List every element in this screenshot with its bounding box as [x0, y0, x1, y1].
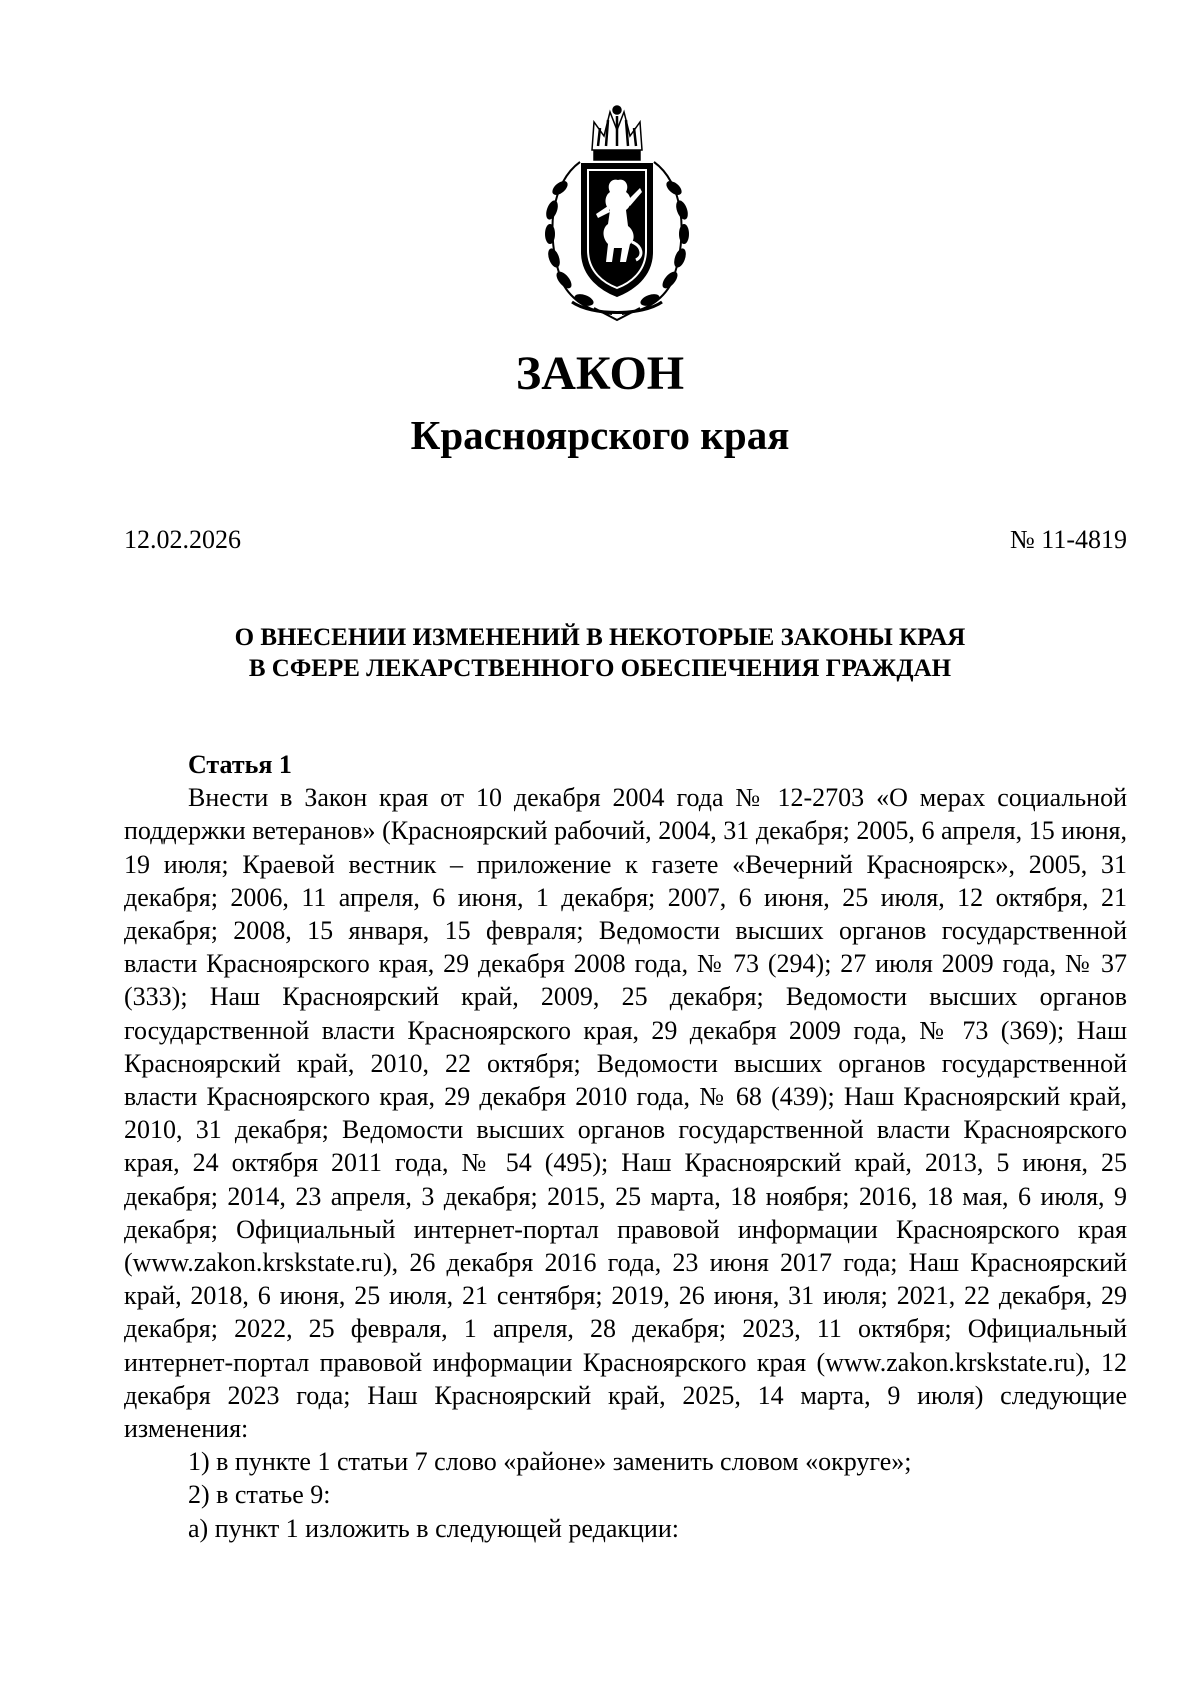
document-body	[124, 748, 1127, 1545]
list-item: 1) в пункте 1 статьи 7 слово «районе» заменить словом «округе»;	[188, 1447, 912, 1477]
document-number: № 11-4819	[1010, 525, 1127, 554]
subject-line-1: О ВНЕСЕНИИ ИЗМЕНЕНИЙ В НЕКОТОРЫЕ ЗАКОНЫ КРАЯ	[234, 624, 966, 651]
list-item: а) пункт 1 изложить в следующей редакции:	[188, 1513, 679, 1543]
document-title: ЗАКОН	[515, 347, 685, 400]
article-paragraph: Внести в Закон края от 10 декабря 2004 года № 12-2703 «О мерах социальной поддержки ветеранов» (Красноярский рабочий, 2004, 31 декабря; 2005, 6 апреля, 15 июня, 19 июля; Краевой вестник – приложение к газете «Вечерний Красноярск», 2005, 31 декабря; 2006, 11 апреля, 6 июня, 1 декабря; 2007, 6 июня, 25 июля, 12 октября, 21 декабря; 2008, 15 января, 15 февраля; Ведомости высших органов государственной власти Красноярского края, 29 декабря 2008 года, № 73 (294); 27 июля 2009 года, № 37 (333); Наш Красноярский край, 2009, 25 декабря; Ведомости высших органов государственной власти Красноярского края, 29 декабря 2009 года, № 73 (369); Наш Красноярский край, 2010, 22 октября; Ведомости высших органов государственной власти Красноярского края, 29 декабря 2010 года, № 68 (439); Наш Красноярский край, 2010, 31 декабря; Ведомости высших органов государственной власти Красноярского края, 24 октября 2011 года, № 54 (495); Наш Красноярский край, 2013, 5 июня, 25 декабря; 2014, 23 апреля, 3 декабря; 2015, 25 марта, 18 ноября; 2016, 18 мая, 6 июля, 9 декабря; Официальный интернет-портал правовой информации Красноярского края (www.zakon.krskstate.ru), 26 декабря 2016 года, 23 июня 2017 года; Наш Красноярский край, 2018, 6 июня, 25 июля, 21 сентября; 2019, 26 июня, 31 июля; 2021, 22 декабря, 29 декабря; 2022, 25 февраля, 1 апреля, 28 декабря; 2023, 11 октября; Официальный интернет-портал правовой информации Красноярского края (www.zakon.krskstate.ru), 12 декабря 2023 года; Наш Красноярский край, 2025, 14 марта, 9 июля) следующие изменения:	[124, 783, 1127, 1444]
subject-line-2: В СФЕРЕ ЛЕКАРСТВЕННОГО ОБЕСПЕЧЕНИЯ ГРАЖДАН	[248, 655, 952, 682]
list-item: 2) в статье 9:	[188, 1480, 331, 1510]
document-subject	[0, 622, 1200, 684]
document-date: 12.02.2026	[124, 525, 241, 554]
article-heading: Статья 1	[188, 750, 292, 779]
document-subtitle: Красноярского края	[410, 412, 790, 458]
krasnoyarsk-coat-of-arms-emblem	[532, 102, 702, 322]
